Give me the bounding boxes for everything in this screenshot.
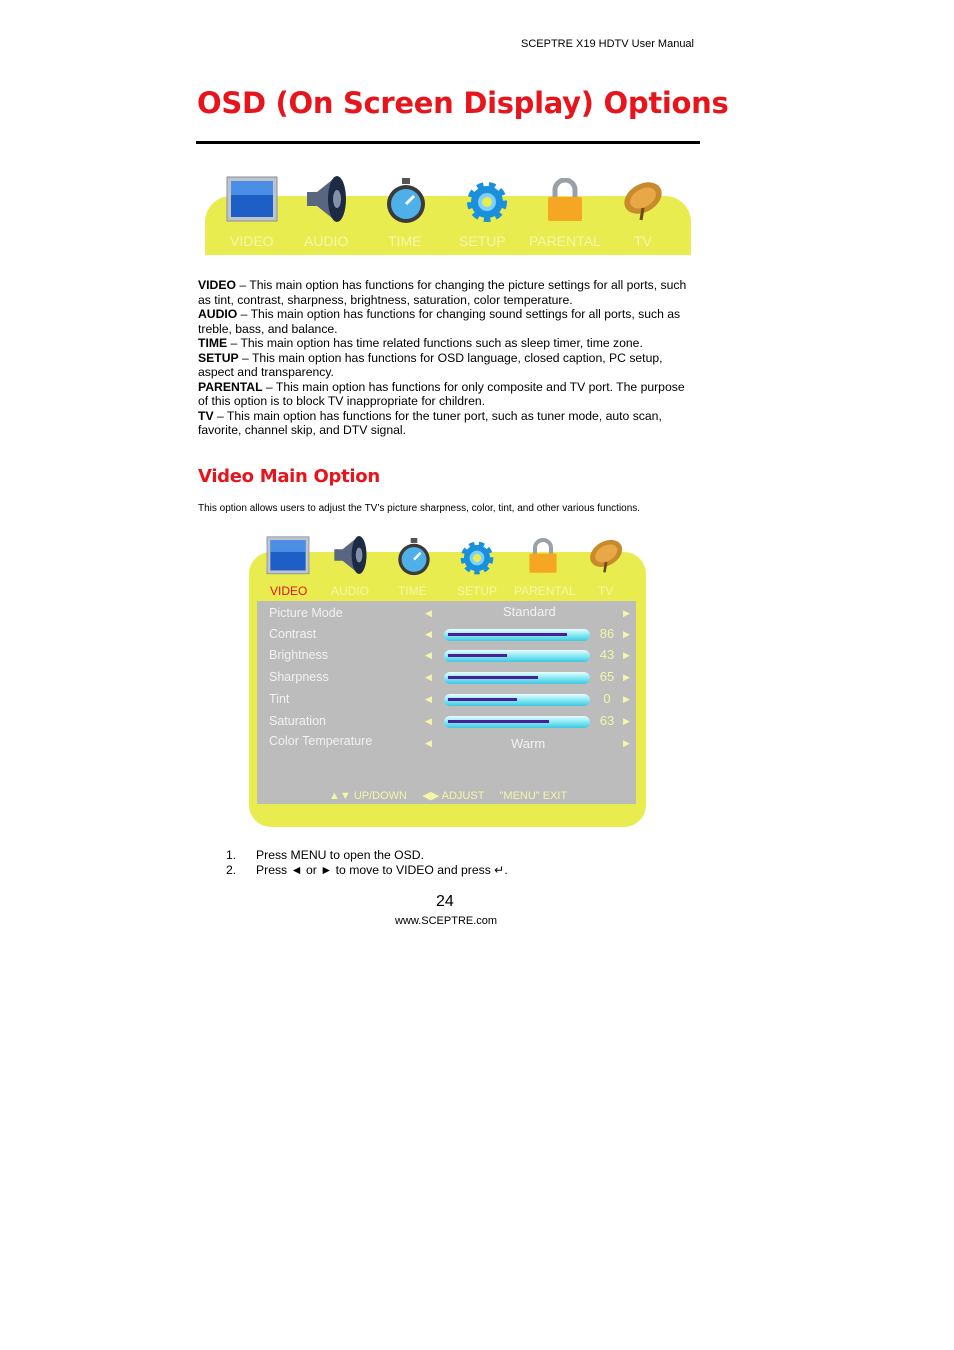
brightness-slider-fill bbox=[448, 654, 507, 657]
arrow-right-icon[interactable]: ▶ bbox=[623, 694, 630, 704]
tint-slider-fill bbox=[448, 698, 517, 701]
arrow-left-icon[interactable]: ◀ bbox=[425, 694, 432, 704]
picture-mode-value[interactable]: Standard bbox=[503, 604, 556, 619]
stopwatch-icon bbox=[383, 178, 429, 224]
sharpness-slider[interactable] bbox=[444, 672, 590, 684]
website-url: www.SCEPTRE.com bbox=[395, 915, 498, 927]
description-parental bbox=[198, 380, 698, 409]
tab-setup[interactable]: SETUP bbox=[457, 584, 498, 598]
section-title: Video Main Option bbox=[198, 466, 380, 487]
arrow-left-icon[interactable]: ◀ bbox=[425, 716, 432, 726]
step-text: Press ◄ or ► to move to VIDEO and press ↵. bbox=[256, 863, 508, 877]
contrast-slider-fill bbox=[448, 633, 567, 636]
menu-label-setup[interactable]: SETUP bbox=[459, 233, 506, 249]
description-video bbox=[198, 278, 698, 307]
tab-time[interactable]: TIME bbox=[398, 584, 427, 598]
speaker-icon bbox=[331, 534, 369, 576]
description-text: – This main option has functions for changing the picture settings for all ports, such as tint, contrast, sharpness, brightness, saturation, color temperature. bbox=[198, 278, 687, 307]
description-term: TIME bbox=[198, 336, 228, 350]
monitor-icon bbox=[265, 536, 311, 578]
step-text: Press MENU to open the OSD. bbox=[256, 848, 424, 862]
menu-label-video[interactable]: VIDEO bbox=[230, 233, 274, 249]
arrow-right-icon[interactable]: ▶ bbox=[623, 608, 630, 618]
contrast-slider[interactable] bbox=[444, 629, 590, 641]
description-term: PARENTAL bbox=[198, 379, 263, 394]
arrow-left-icon[interactable]: ◀ bbox=[425, 608, 432, 618]
description-term: AUDIO bbox=[198, 307, 238, 321]
description-term: SETUP bbox=[198, 350, 239, 365]
menu-descriptions bbox=[198, 278, 698, 438]
description-term: VIDEO bbox=[198, 278, 236, 292]
arrow-left-icon[interactable]: ◀ bbox=[425, 672, 432, 682]
gear-icon bbox=[459, 540, 495, 576]
brightness-slider[interactable] bbox=[444, 650, 590, 662]
description-text: – This main option has functions for changing sound settings for all ports, such as treble, bass, and balance. bbox=[198, 307, 681, 336]
description-audio bbox=[198, 307, 698, 336]
contrast-label: Contrast bbox=[269, 627, 317, 641]
monitor-icon bbox=[225, 176, 279, 226]
stopwatch-icon bbox=[395, 538, 433, 576]
description-text: – This main option has time related functions such as sleep timer, time zone. bbox=[227, 336, 643, 350]
saturation-value: 63 bbox=[599, 713, 615, 728]
menu-label-audio[interactable]: AUDIO bbox=[304, 233, 349, 249]
sharpness-label: Sharpness bbox=[269, 670, 329, 684]
menu-label-tv[interactable]: TV bbox=[634, 233, 652, 249]
arrow-left-icon[interactable]: ◀ bbox=[425, 738, 432, 748]
picture-mode-label: Picture Mode bbox=[269, 606, 343, 620]
tab-video[interactable]: VIDEO bbox=[270, 584, 308, 598]
color-temperature-label: Color Temperature bbox=[269, 734, 373, 748]
arrow-right-icon[interactable]: ▶ bbox=[623, 738, 630, 748]
osd-key-hints: ▲▼ UP/DOWN ◀▶ ADJUST "MENU" EXIT bbox=[329, 790, 568, 802]
osd-main-menu-bar bbox=[205, 196, 691, 255]
arrow-left-icon[interactable]: ◀ bbox=[425, 629, 432, 639]
sharpness-value: 65 bbox=[599, 669, 615, 684]
contrast-value: 86 bbox=[599, 626, 615, 641]
step-item bbox=[226, 848, 508, 863]
arrow-left-icon[interactable]: ◀ bbox=[425, 650, 432, 660]
page-title: OSD (On Screen Display) Options bbox=[197, 86, 729, 120]
description-term: TV bbox=[198, 408, 214, 423]
brightness-label: Brightness bbox=[269, 648, 329, 662]
description-setup bbox=[198, 351, 698, 380]
section-intro: This option allows users to adjust the TV’s picture sharpness, color, tint, and other various functions. bbox=[198, 503, 641, 514]
osd-settings-panel bbox=[257, 601, 636, 804]
sharpness-slider-fill bbox=[448, 676, 538, 679]
tint-label: Tint bbox=[269, 692, 290, 706]
tab-parental[interactable]: PARENTAL bbox=[514, 584, 576, 598]
saturation-slider[interactable] bbox=[444, 716, 590, 728]
description-text: – This main option has functions for only composite and TV port. The purpose of this option is to block TV inappropriate for children. bbox=[198, 379, 685, 408]
title-rule bbox=[196, 141, 700, 144]
arrow-right-icon[interactable]: ▶ bbox=[623, 672, 630, 682]
arrow-right-icon[interactable]: ▶ bbox=[623, 650, 630, 660]
saturation-label: Saturation bbox=[269, 714, 326, 728]
gear-icon bbox=[465, 180, 509, 224]
tint-value: 0 bbox=[603, 691, 611, 706]
video-osd-menu bbox=[249, 552, 646, 827]
step-number: 1. bbox=[226, 848, 237, 862]
description-text: – This main option has functions for OSD language, closed caption, PC setup, aspect and transparency. bbox=[198, 350, 663, 379]
description-time bbox=[198, 336, 698, 351]
tint-slider[interactable] bbox=[444, 694, 590, 706]
satellite-dish-icon bbox=[587, 538, 627, 574]
arrow-right-icon[interactable]: ▶ bbox=[623, 629, 630, 639]
color-temperature-value[interactable]: Warm bbox=[511, 736, 546, 751]
arrow-right-icon[interactable]: ▶ bbox=[623, 716, 630, 726]
description-tv bbox=[198, 409, 698, 438]
brightness-value: 43 bbox=[599, 647, 615, 662]
description-text: – This main option has functions for the tuner port, such as tuner mode, auto scan, favorite, channel skip, and DTV signal. bbox=[198, 408, 662, 437]
satellite-dish-icon bbox=[621, 180, 667, 222]
step-number: 2. bbox=[226, 863, 237, 877]
menu-label-parental[interactable]: PARENTAL bbox=[529, 233, 601, 249]
tab-audio[interactable]: AUDIO bbox=[331, 584, 370, 598]
saturation-slider-fill bbox=[448, 720, 549, 723]
instruction-steps bbox=[226, 848, 508, 878]
step-item bbox=[226, 863, 508, 878]
tab-tv[interactable]: TV bbox=[598, 584, 614, 598]
menu-label-time[interactable]: TIME bbox=[388, 233, 422, 249]
padlock-icon bbox=[545, 178, 585, 222]
padlock-icon bbox=[527, 538, 559, 574]
running-header: SCEPTRE X19 HDTV User Manual bbox=[521, 38, 694, 50]
speaker-icon bbox=[303, 174, 349, 224]
page-number: 24 bbox=[436, 893, 454, 910]
